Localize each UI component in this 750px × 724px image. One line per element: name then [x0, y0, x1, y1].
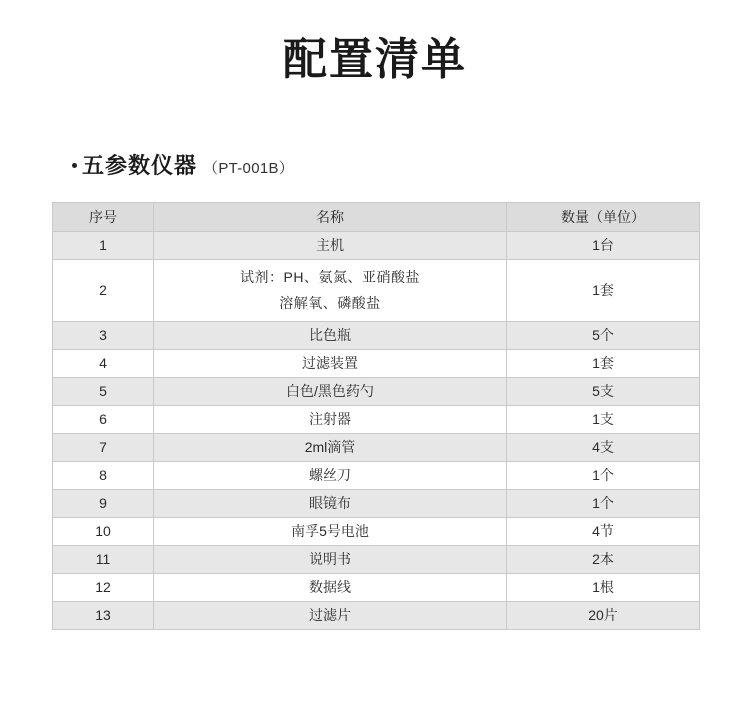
page-title: 配置清单: [283, 35, 467, 84]
cell-name-lines: [154, 260, 506, 321]
cell-name: 说明书: [154, 545, 507, 573]
table-row: [53, 517, 700, 545]
cell-qty: 2本: [507, 545, 700, 573]
cell-no: 6: [53, 405, 154, 433]
table-row: [53, 259, 700, 321]
table-row: [53, 433, 700, 461]
cell-name: 白色/黑色药勺: [154, 377, 507, 405]
table-row: [53, 545, 700, 573]
cell-qty: 1支: [507, 405, 700, 433]
cell-qty: 1套: [507, 349, 700, 377]
cell-qty: 5支: [507, 377, 700, 405]
cell-qty: 4支: [507, 433, 700, 461]
cell-name: 数据线: [154, 573, 507, 601]
cell-name: 2ml滴管: [154, 433, 507, 461]
cell-name: 注射器: [154, 405, 507, 433]
cell-no: 9: [53, 489, 154, 517]
table-row: [53, 601, 700, 629]
table-container: [0, 180, 750, 630]
section-model-code: （PT-001B）: [203, 159, 295, 177]
cell-qty: 1套: [507, 259, 700, 321]
cell-no: 10: [53, 517, 154, 545]
cell-name: 螺丝刀: [154, 461, 507, 489]
cell-no: 1: [53, 231, 154, 259]
cell-no: 2: [53, 259, 154, 321]
cell-name: 过滤装置: [154, 349, 507, 377]
column-header-qty: 数量（单位）: [507, 202, 700, 231]
cell-no: 13: [53, 601, 154, 629]
cell-name-line-1: 试剂：PH、氨氮、亚硝酸盐: [240, 268, 420, 285]
table-row: [53, 349, 700, 377]
table-header-row: [53, 202, 700, 231]
table-row: [53, 405, 700, 433]
cell-no: 5: [53, 377, 154, 405]
cell-name: 过滤片: [154, 601, 507, 629]
cell-no: 7: [53, 433, 154, 461]
cell-qty: 5个: [507, 321, 700, 349]
configuration-table: [52, 202, 700, 630]
cell-no: 12: [53, 573, 154, 601]
table-body: [53, 231, 700, 629]
cell-qty: 1根: [507, 573, 700, 601]
cell-qty: 1台: [507, 231, 700, 259]
cell-name: [154, 259, 507, 321]
table-row: [53, 231, 700, 259]
cell-name-line-2: 溶解氧、磷酸盐: [279, 295, 381, 312]
column-header-name: 名称: [154, 202, 507, 231]
cell-name: 眼镜布: [154, 489, 507, 517]
table-row: [53, 573, 700, 601]
table-row: [53, 377, 700, 405]
column-header-no: 序号: [53, 202, 154, 231]
cell-name: 南孚5号电池: [154, 517, 507, 545]
table-row: [53, 461, 700, 489]
cell-qty: 20片: [507, 601, 700, 629]
table-row: [53, 321, 700, 349]
cell-no: 8: [53, 461, 154, 489]
section-title: 五参数仪器: [82, 152, 198, 178]
cell-qty: 4节: [507, 517, 700, 545]
bullet-dot-icon: [72, 163, 77, 168]
cell-name: 比色瓶: [154, 321, 507, 349]
cell-no: 4: [53, 349, 154, 377]
cell-qty: 1个: [507, 489, 700, 517]
section-header: [0, 87, 750, 180]
cell-no: 11: [53, 545, 154, 573]
table-row: [53, 489, 700, 517]
cell-no: 3: [53, 321, 154, 349]
table-header: [53, 202, 700, 231]
cell-qty: 1个: [507, 461, 700, 489]
cell-name: 主机: [154, 231, 507, 259]
